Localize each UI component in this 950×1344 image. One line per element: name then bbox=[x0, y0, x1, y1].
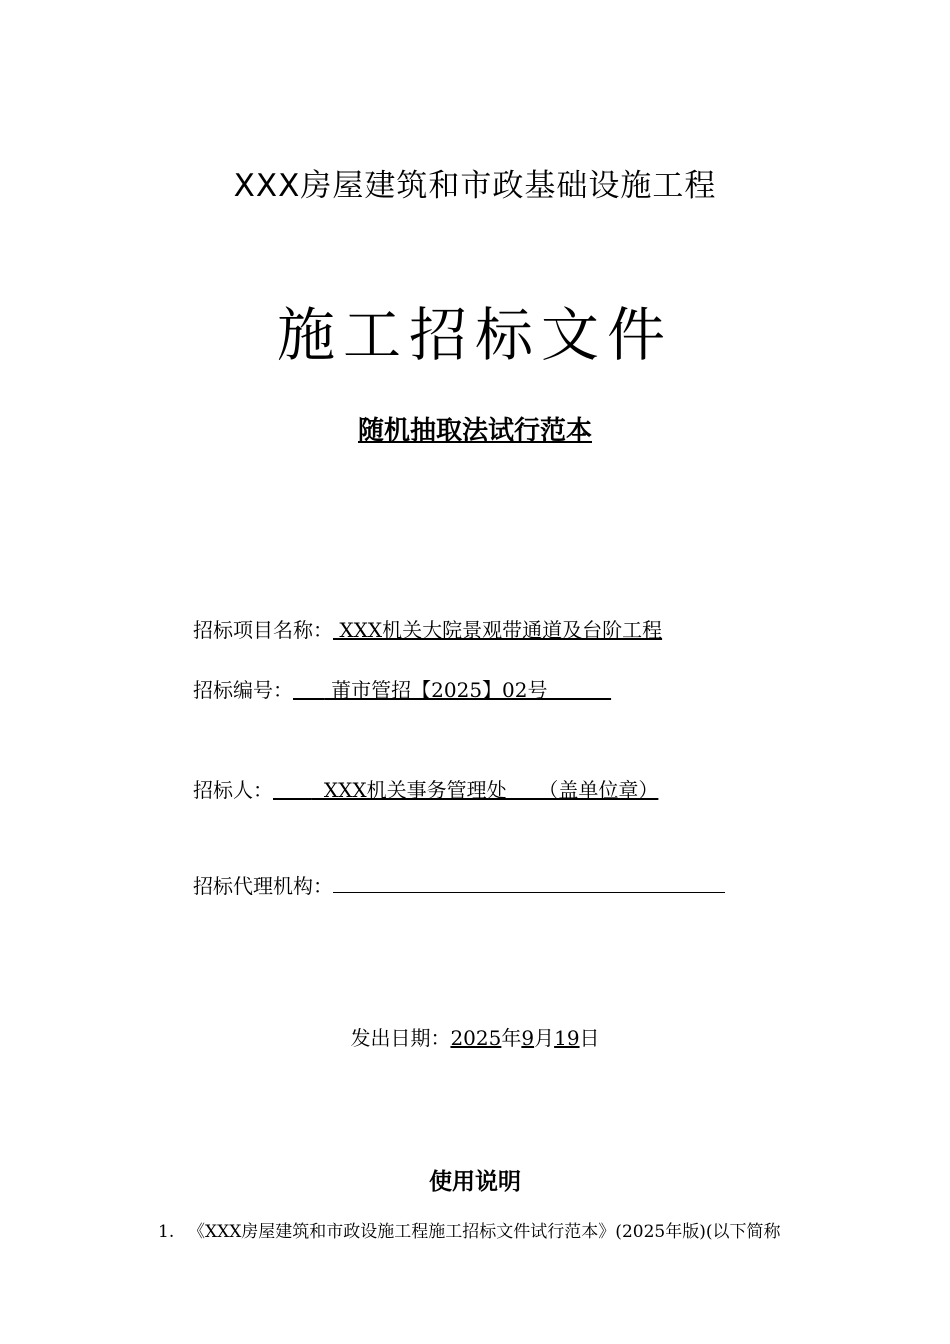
tender-number-value: 莆市管招【2025】02号 bbox=[324, 678, 612, 702]
tenderer-field bbox=[193, 774, 658, 803]
document-title-main: 施工招标文件 bbox=[276, 301, 673, 369]
paragraph-number: 1. bbox=[158, 1222, 175, 1242]
tenderer-blank bbox=[273, 778, 311, 802]
document-subtitle: 随机抽取法试行范本 bbox=[357, 416, 592, 446]
section-heading: 使用说明 bbox=[429, 1169, 521, 1195]
paragraph-text: 《XXX房屋建筑和市政设施工程施工招标文件试行范本》(2025年版)(以下简称 bbox=[188, 1222, 781, 1242]
issue-date bbox=[0, 1022, 950, 1051]
tender-number-blank bbox=[293, 678, 325, 702]
project-name-label: 招标项目名称： bbox=[193, 618, 333, 642]
tender-number-field bbox=[193, 674, 611, 703]
project-name-field bbox=[193, 614, 662, 643]
issue-date-label: 发出日期： bbox=[350, 1026, 451, 1050]
document-title-line1: XXX房屋建筑和市政基础设施工程 bbox=[233, 168, 717, 204]
issue-date-month-unit: 月 bbox=[534, 1026, 555, 1050]
issue-date-year: 2025 bbox=[450, 1026, 502, 1050]
issue-date-year-unit: 年 bbox=[501, 1026, 522, 1050]
paragraph-1 bbox=[158, 1217, 780, 1242]
issue-date-month: 9 bbox=[521, 1026, 535, 1050]
issue-date-day: 19 bbox=[554, 1026, 580, 1050]
project-name-value: XXX机关大院景观带通道及台阶工程 bbox=[333, 618, 663, 642]
tenderer-value: XXX机关事务管理处 （盖单位章） bbox=[311, 778, 659, 802]
agency-blank-line bbox=[333, 872, 725, 893]
tender-number-label: 招标编号： bbox=[193, 678, 293, 702]
agency-field bbox=[193, 870, 725, 899]
agency-label: 招标代理机构： bbox=[193, 874, 333, 898]
issue-date-day-unit: 日 bbox=[579, 1026, 600, 1050]
tenderer-label: 招标人： bbox=[193, 778, 273, 802]
